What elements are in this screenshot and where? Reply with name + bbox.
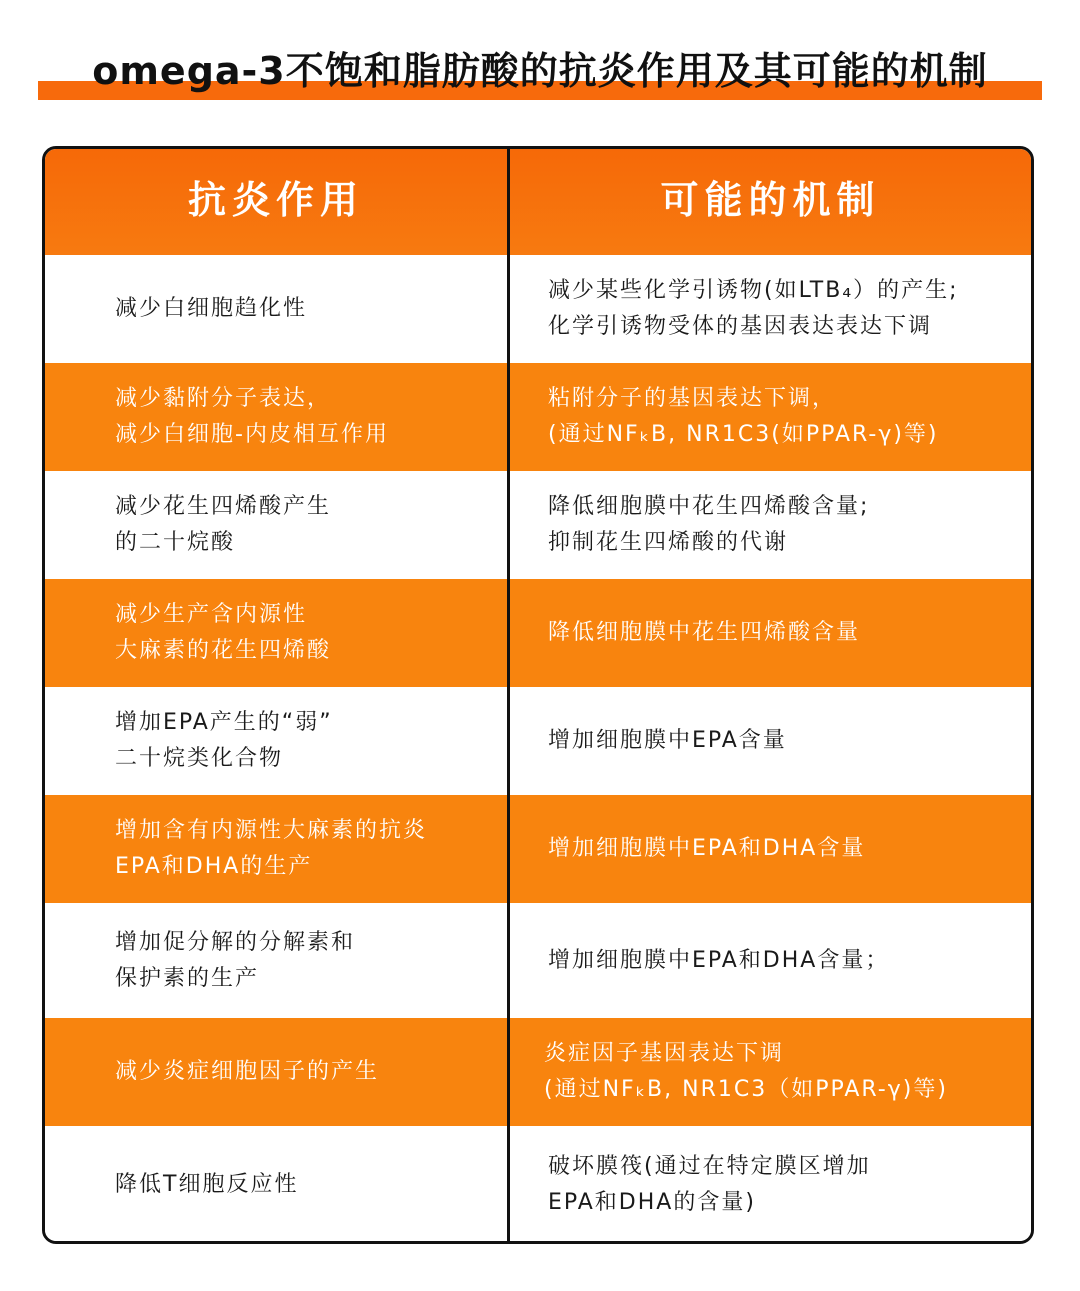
effect-cell xyxy=(45,795,507,903)
mechanism-text: 降低细胞膜中花生四烯酸含量; xyxy=(548,494,870,519)
mechanism-text: 抑制花生四烯酸的代谢 xyxy=(548,530,789,555)
effect-text: 减少白细胞-内皮相互作用 xyxy=(115,422,389,447)
effect-cell xyxy=(45,363,507,471)
mechanism-cell xyxy=(510,363,1034,471)
mechanism-text: 减少某些化学引诱物(如LTB₄）的产生; xyxy=(548,278,959,303)
mechanism-text: 化学引诱物受体的基因表达表达下调 xyxy=(548,314,933,339)
mechanism-cell xyxy=(510,903,1034,1018)
mechanism-text: 炎症因子基因表达下调 xyxy=(544,1041,785,1066)
effect-text: 减少黏附分子表达， xyxy=(115,386,332,411)
mechanism-text: (通过NFₖB, NR1C3(如PPAR-γ)等) xyxy=(548,422,939,447)
mechanism-cell xyxy=(510,471,1034,579)
effect-text: 降低T细胞反应性 xyxy=(115,1172,299,1197)
column-divider xyxy=(507,149,510,1241)
effect-cell xyxy=(45,579,507,687)
effect-cell xyxy=(45,687,507,795)
effect-cell xyxy=(45,1018,507,1126)
table-row xyxy=(45,903,1031,1018)
mechanism-cell xyxy=(510,1126,1034,1244)
effect-text: 的二十烷酸 xyxy=(115,530,236,555)
table-row xyxy=(45,687,1031,795)
effect-text: 保护素的生产 xyxy=(115,965,260,991)
table-row xyxy=(45,1126,1031,1244)
mechanism-text: 增加细胞膜中EPA含量 xyxy=(548,728,787,753)
effect-cell xyxy=(45,1126,507,1244)
table-row xyxy=(45,255,1031,363)
header-mechanism: 可能的机制 xyxy=(660,178,881,222)
mechanism-cell xyxy=(510,795,1034,903)
mechanism-cell xyxy=(510,687,1034,795)
effect-text: 增加EPA产生的“弱” xyxy=(115,710,333,735)
mechanism-cell xyxy=(510,1018,1034,1126)
mechanism-text: 破坏膜筏(通过在特定膜区增加 xyxy=(548,1154,871,1179)
table-row xyxy=(45,579,1031,687)
effect-text: EPA和DHA的生产 xyxy=(115,854,313,879)
effect-text: 二十烷类化合物 xyxy=(115,746,284,771)
table-row xyxy=(45,471,1031,579)
table-row xyxy=(45,795,1031,903)
comparison-table xyxy=(42,146,1034,1244)
mechanism-cell xyxy=(510,579,1034,687)
table-row xyxy=(45,363,1031,471)
mechanism-cell xyxy=(510,255,1034,363)
mechanism-text: 降低细胞膜中花生四烯酸含量 xyxy=(548,620,861,645)
page-title: omega-3不饱和脂肪酸的抗炎作用及其可能的机制 xyxy=(92,49,988,93)
effect-text: 大麻素的花生四烯酸 xyxy=(115,638,332,663)
mechanism-text: 粘附分子的基因表达下调， xyxy=(548,386,837,411)
effect-text: 减少炎症细胞因子的产生 xyxy=(115,1059,380,1084)
effect-cell xyxy=(45,471,507,579)
table-header xyxy=(45,149,1031,255)
effect-text: 减少生产含内源性 xyxy=(115,602,308,627)
mechanism-text: (通过NFₖB, NR1C3（如PPAR-γ)等) xyxy=(544,1077,948,1102)
effect-text: 减少花生四烯酸产生 xyxy=(115,494,332,519)
header-effect: 抗炎作用 xyxy=(187,178,364,222)
title-area xyxy=(0,30,1080,110)
table-row xyxy=(45,1018,1031,1126)
effect-cell xyxy=(45,903,507,1018)
mechanism-text: EPA和DHA的含量) xyxy=(548,1190,756,1215)
mechanism-text: 增加细胞膜中EPA和DHA含量 xyxy=(548,836,866,861)
effect-text: 减少白细胞趋化性 xyxy=(115,296,308,321)
effect-text: 增加促分解的分解素和 xyxy=(115,929,356,955)
mechanism-text: 增加细胞膜中EPA和DHA含量； xyxy=(548,947,890,973)
effect-text: 增加含有内源性大麻素的抗炎 xyxy=(115,818,428,843)
effect-cell xyxy=(45,255,507,363)
